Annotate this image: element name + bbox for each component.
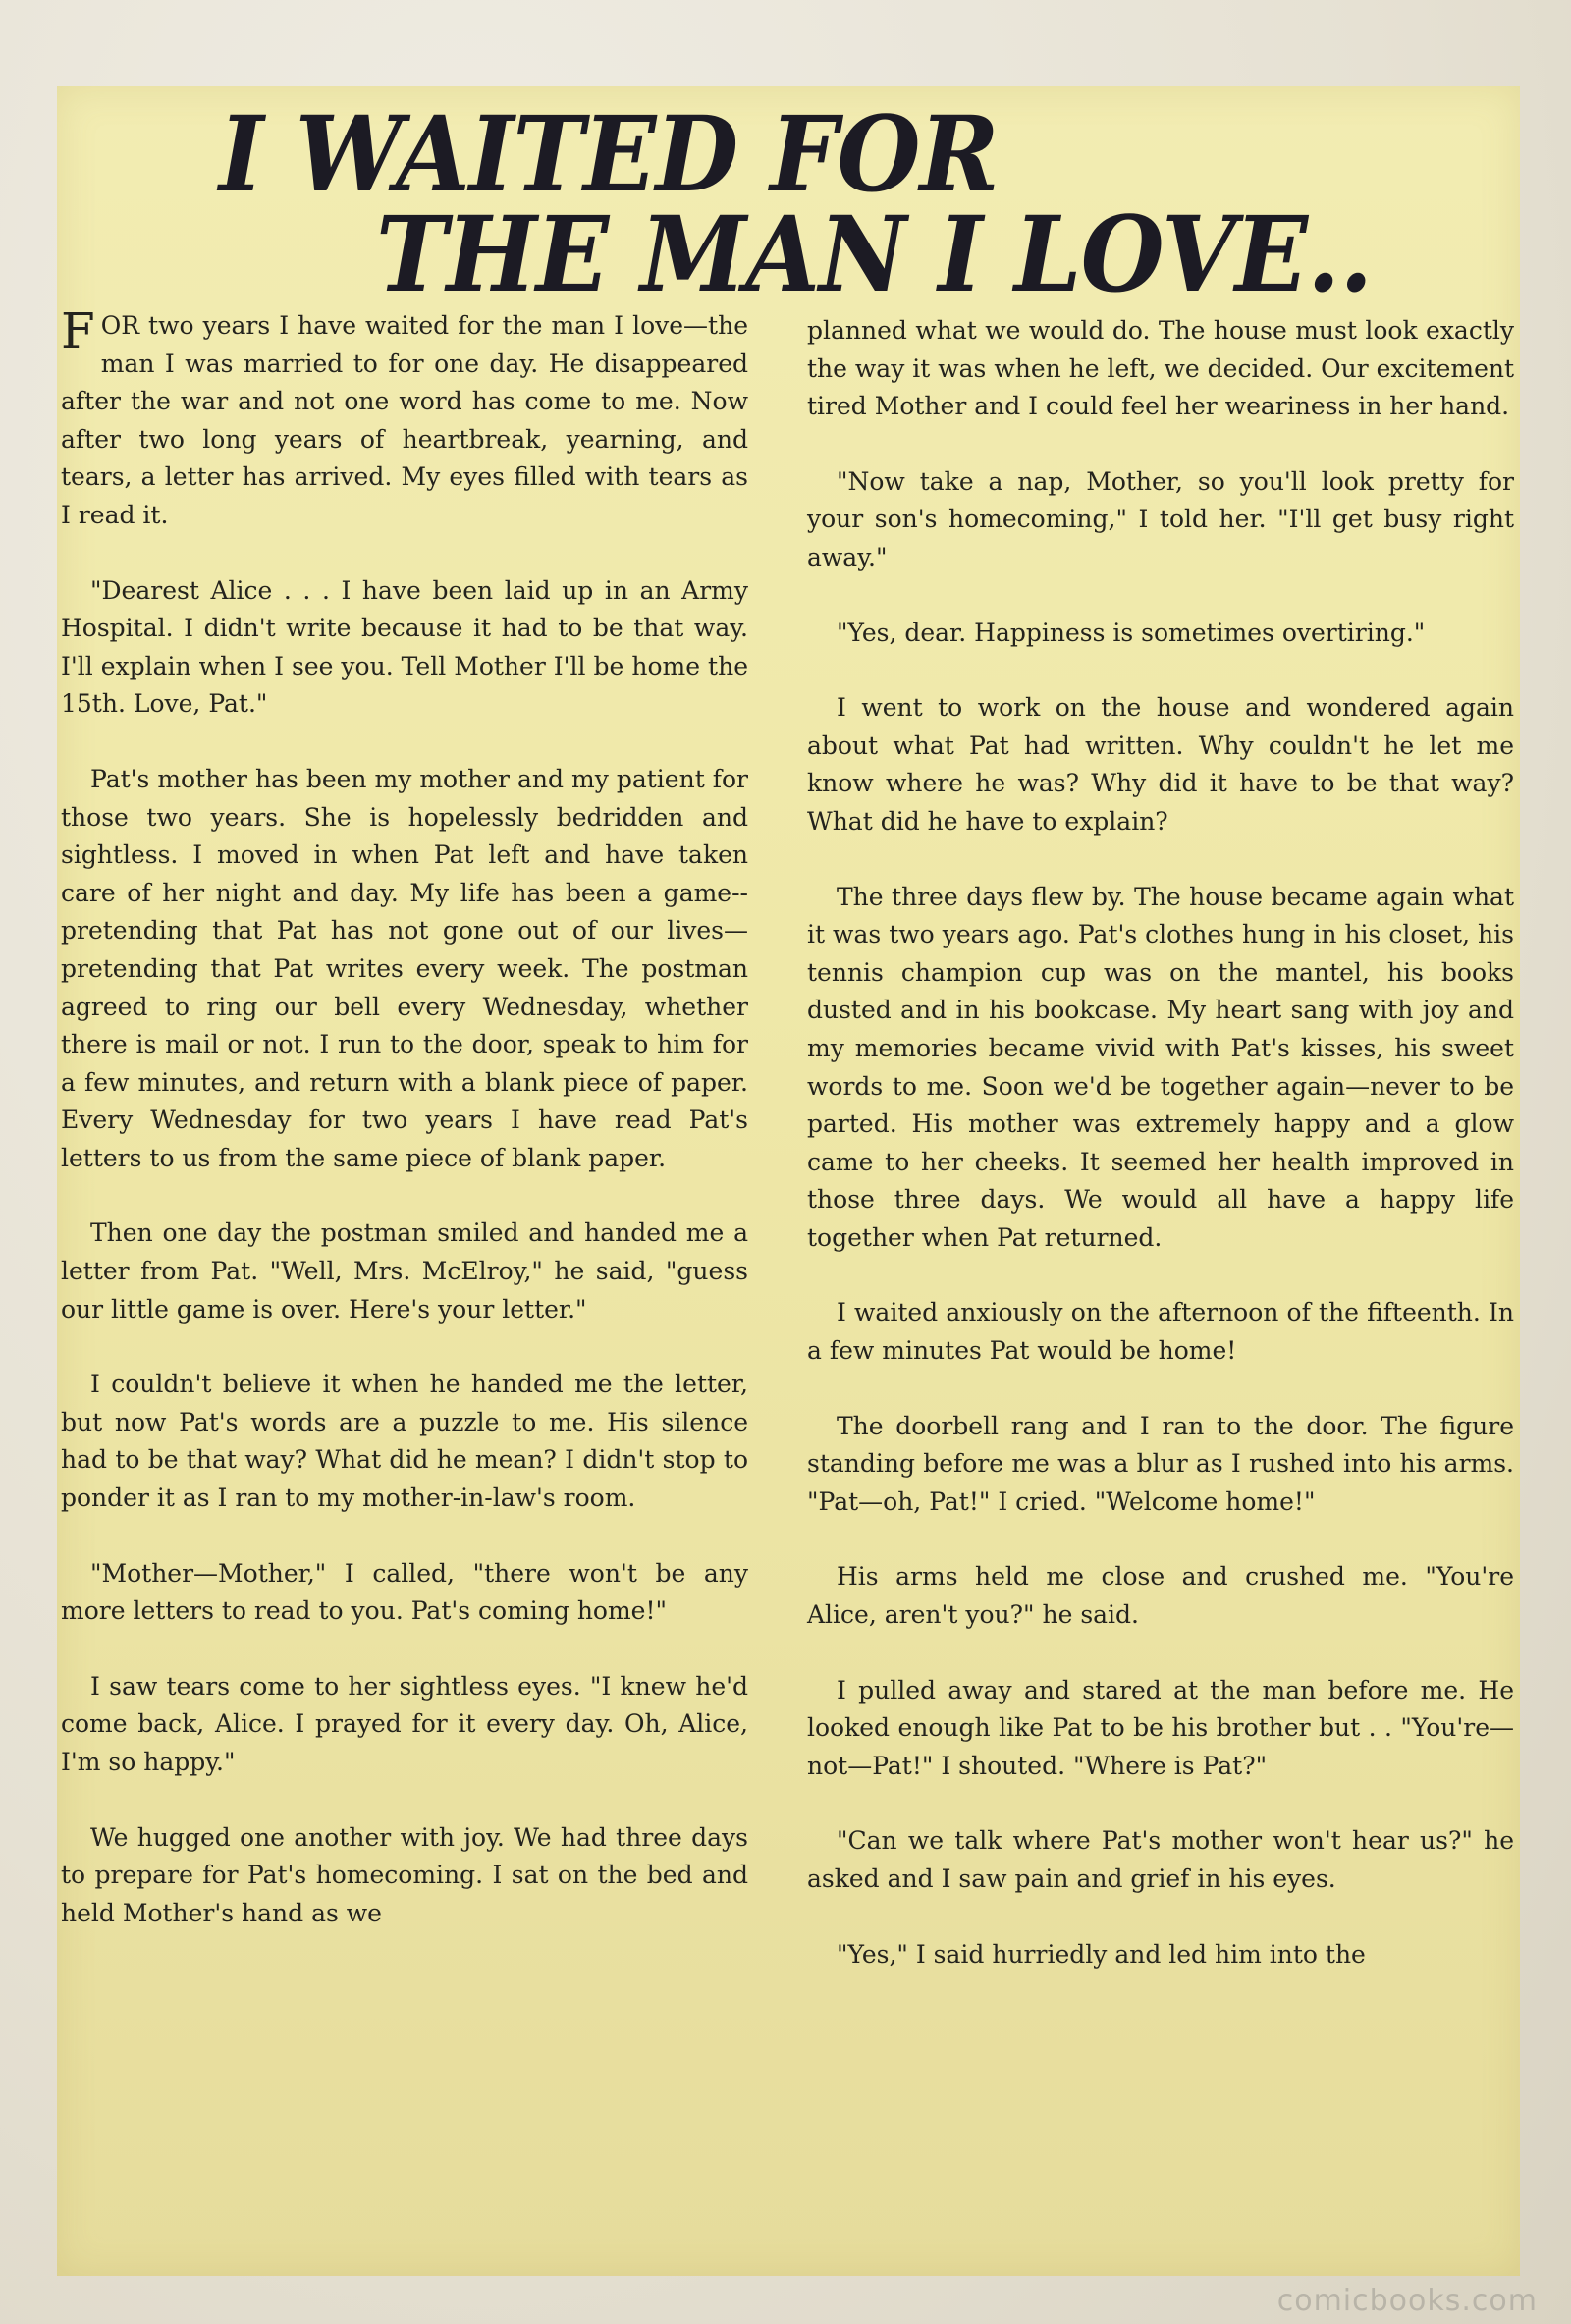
title-line-2: THE MAN I LOVE.. [376,192,1373,315]
watermark: comicbooks.com [1276,2284,1538,2318]
paragraph: "Mother—Mother," I called, "there won't be any more letters to read to you. Pat's coming home!" [61,1558,748,1626]
paragraph: I went to work on the house and wondered again about what Pat had written. Why couldn't he let me know where he was? Why did it have to be that way? What did he have to explain? [807,693,1514,836]
story-panel [57,86,1520,2276]
drop-cap: F [61,302,95,359]
paragraph: "Now take a nap, Mother, so you'll look pretty for your son's homecoming," I told her. "I'll get busy right away." [807,466,1514,571]
paragraph: His arms held me close and crushed me. "You're Alice, aren't you?" he said. [807,1562,1514,1630]
title-line-1: I WAITED FOR [219,92,999,215]
paragraph: FOR two years I have waited for the man I love—the man I was married to for one day. He disappeared after the war and not one word has come to me. Now after two long years of heartbreak, yearning, and tears, a letter has arrived. My eyes filled with tears as I read it. [61,302,748,529]
paragraph: I waited anxiously on the afternoon of the fifteenth. In a few minutes Pat would be home! [807,1298,1514,1366]
paragraph: We hugged one another with joy. We had three days to prepare for Pat's homecoming. I sat on the bed and held Mother's hand as we [61,1822,748,1927]
paragraph: The three days flew by. The house became again what it was two years ago. Pat's clothes hung in his closet, his tennis champion cup was on the mantel, his books dusted and in his bookcase. My heart sang with joy and my memories became vivid with Pat's kisses, his sweet words to me. Soon we'd be together again—never to be parted. His mother was extremely happy and a glow came to her cheeks. It seemed her health improved in those three days. We would all have a happy life together when Pat returned. [807,882,1514,1252]
paragraph: I couldn't believe it when he handed me the letter, but now Pat's words are a puzzle to me. His silence had to be that way? What did he mean? I didn't stop to ponder it as I ran to my mother-in-law's room. [61,1370,748,1513]
paragraph: "Dearest Alice . . . I have been laid up in an Army Hospital. I didn't write because it had to be that way. I'll explain when I see you. Tell Mother I'll be home the 15th. Love, Pat." [61,575,748,719]
paragraph: I pulled away and stared at the man before me. He looked enough like Pat to be his brother but . . "You're—not—Pat!" I shouted. "Where is Pat?" [807,1675,1514,1780]
paragraph: Pat's mother has been my mother and my patient for those two years. She is hopelessly bedridden and sightless. I moved in when Pat left and have taken care of her night and day. My life has been a game--pretending that Pat has not gone out of our lives—pretending that Pat writes every week. The postman agreed to ring our bell every Wednesday, whether there is mail or not. I run to the door, speak to him for a few minutes, and return with a blank piece of paper. Every Wednesday for two years I have read Pat's letters to us from the same piece of blank paper. [61,764,748,1172]
left-column [61,302,748,1970]
paragraph: "Yes," I said hurriedly and led him into the [837,1939,1366,1969]
paragraph: planned what we would do. The house must look exactly the way it was when he left, we decided. Our excitement tired Mother and I could feel her weariness in her hand. [807,316,1515,421]
paragraph: I saw tears come to her sightless eyes. "I knew he'd come back, Alice. I prayed for it every day. Oh, Alice, I'm so happy." [61,1671,748,1776]
paragraph: "Yes, dear. Happiness is sometimes overtiring." [837,618,1426,647]
right-column [807,312,1514,2011]
paragraph: The doorbell rang and I ran to the door. The figure standing before me was a blur as I rushed into his arms. "Pat—oh, Pat!" I cried. "Welcome home!" [807,1411,1514,1516]
paragraph: Then one day the postman smiled and handed me a letter from Pat. "Well, Mrs. McElroy," he said, "guess our little game is over. Here's your letter." [61,1218,748,1324]
paragraph: "Can we talk where Pat's mother won't hear us?" he asked and I saw pain and grief in his eyes. [807,1826,1514,1893]
story-title [57,86,1520,315]
